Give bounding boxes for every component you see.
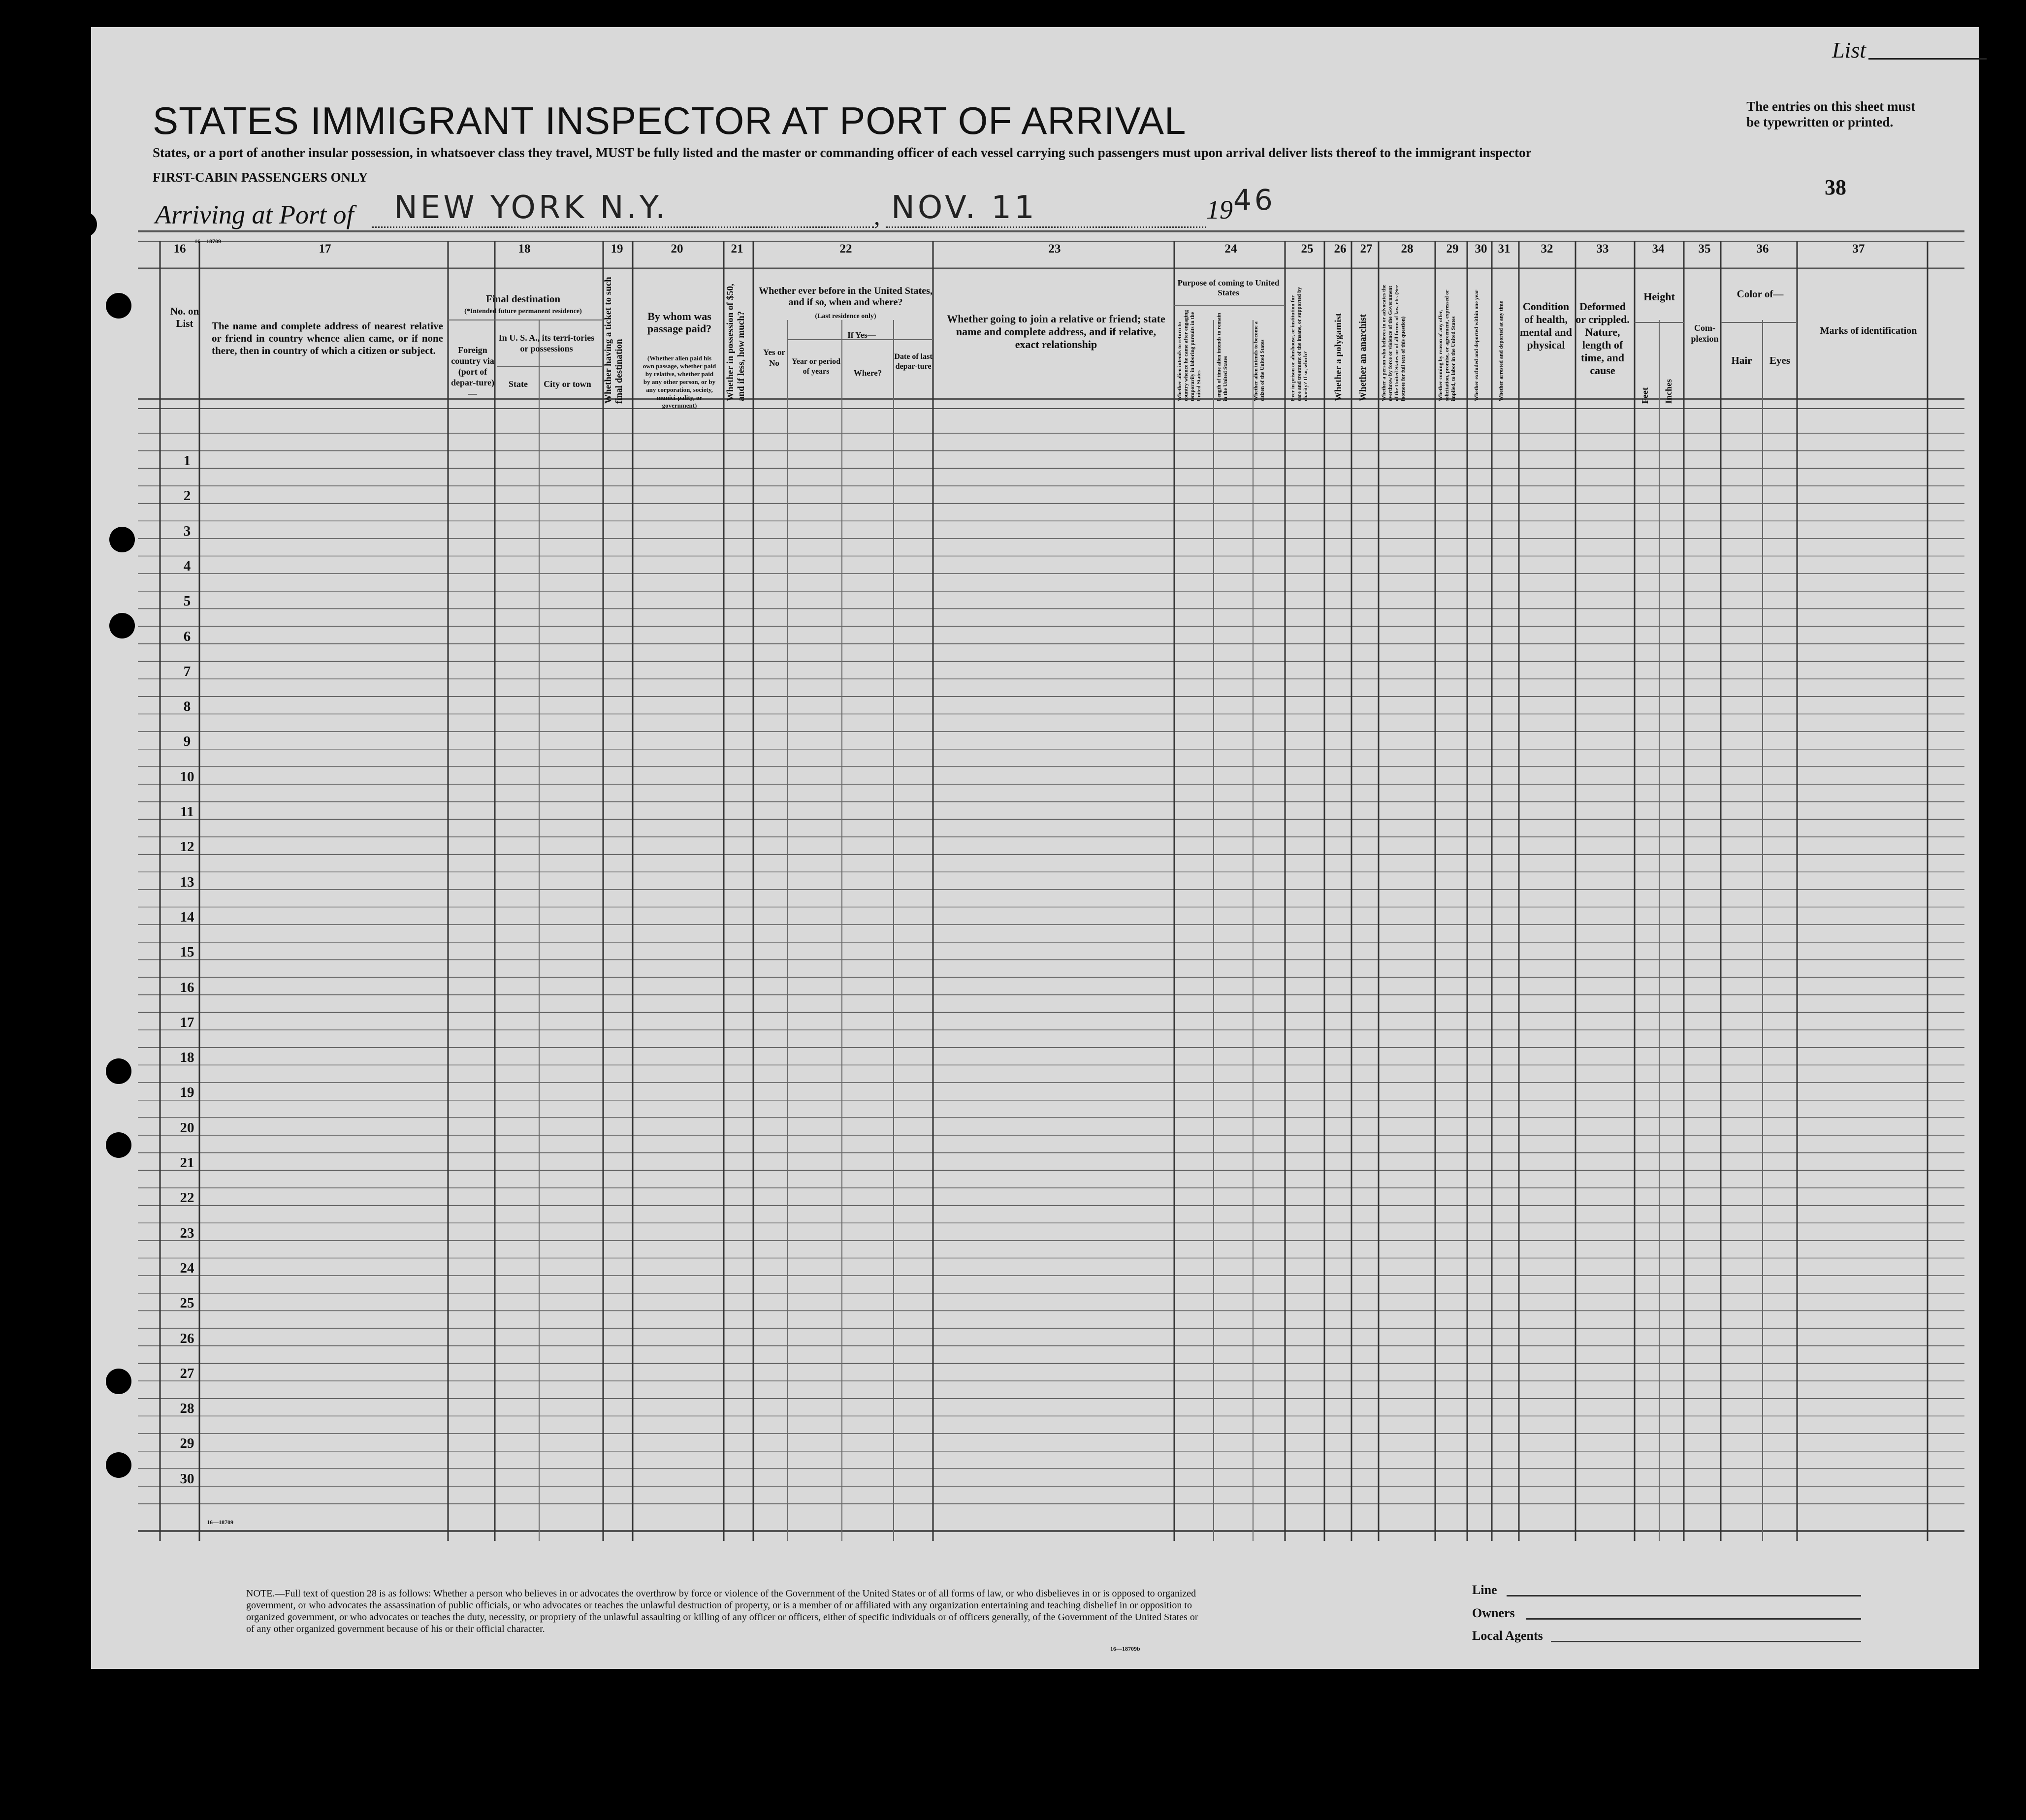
header-polygamist: Whether a polygamist xyxy=(1333,313,1344,401)
typewritten-note xyxy=(1746,98,1915,130)
line-label: Line xyxy=(1472,1583,1497,1597)
local-agents-field[interactable] xyxy=(1551,1641,1861,1642)
binder-hole xyxy=(106,293,131,319)
port-field-line xyxy=(372,226,874,228)
header-final-destination-note: (*Intended future permanent residence) xyxy=(464,308,582,315)
row-number: 13 xyxy=(180,874,194,890)
header-purpose-length: Length of time alien intends to remain in the United States xyxy=(1216,313,1228,401)
header-eyes: Eyes xyxy=(1769,354,1790,366)
column-number: 26 xyxy=(1334,242,1347,255)
typewritten-note-line1: The entries on this sheet must xyxy=(1746,99,1915,114)
arriving-label: Arriving at Port of xyxy=(155,200,354,229)
column-number: 34 xyxy=(1652,242,1665,255)
row-number: 9 xyxy=(183,734,191,750)
header-passage-paid: By whom was passage paid? xyxy=(647,310,712,335)
sheet-number: 38 xyxy=(1825,175,1846,199)
row-number: 20 xyxy=(180,1119,194,1136)
column-number: 19 xyxy=(611,242,623,255)
binder-hole xyxy=(106,1058,131,1084)
column-number: 22 xyxy=(839,242,852,255)
header-join-relative: Whether going to join a relative or friend; state name and complete address, and if relative, exact relationship xyxy=(947,313,1165,351)
column-number: 37 xyxy=(1852,242,1865,255)
binder-hole xyxy=(106,1369,131,1394)
header-height: Height xyxy=(1643,290,1675,303)
header-passage-note: (Whether alien paid his own passage, whether paid by relative, whether paid by any other person, or by any corporation, society, munici-pality, or government) xyxy=(643,354,716,409)
year-handwritten[interactable]: 46 xyxy=(1233,183,1276,217)
row-number: 14 xyxy=(180,909,194,925)
row-number: 5 xyxy=(183,593,191,609)
header-purpose-return: Whether alien intends to return to country whence he came after engaging temporarily in laboring pursuits in the United States xyxy=(1177,310,1202,401)
row-number: 15 xyxy=(180,944,194,960)
row-number: 7 xyxy=(183,663,191,679)
column-number: 31 xyxy=(1498,242,1511,255)
binder-hole xyxy=(109,613,135,639)
column-number: 20 xyxy=(671,242,683,255)
row-number: 24 xyxy=(180,1260,194,1276)
first-cabin-label: FIRST-CABIN PASSENGERS ONLY xyxy=(153,170,368,185)
binder-hole xyxy=(71,212,97,237)
list-label: List xyxy=(1832,37,1866,63)
column-number: 33 xyxy=(1596,242,1609,255)
column-number: 23 xyxy=(1048,242,1061,255)
row-number: 19 xyxy=(180,1085,194,1101)
row-number: 25 xyxy=(180,1295,194,1311)
row-number: 17 xyxy=(180,1014,194,1030)
comma-separator: , xyxy=(874,202,880,230)
header-marks: Marks of identification xyxy=(1820,325,1917,336)
header-fifty-dollars: Whether in possession of $50, and if less, how much? xyxy=(725,284,746,401)
row-number: 28 xyxy=(180,1401,194,1417)
form-subtitle: States, or a port of another insular possession, in whatsoever class they travel, MUST be fully listed and the master or commanding officer of each vessel carrying such passengers must upon arrival deliver lists thereof to the immigrant inspector xyxy=(153,145,1532,160)
header-complexion: Com-plexion xyxy=(1691,323,1719,344)
header-nearest-relative: The name and complete address of nearest relative or friend in country whence alien came, or if none there, then in country of which a citizen or subject. xyxy=(212,320,443,356)
column-number: 17 xyxy=(319,242,331,255)
row-number: 8 xyxy=(183,699,191,715)
header-arrested: Whether arrested and deported at any time xyxy=(1498,301,1504,401)
row-number: 3 xyxy=(183,523,191,539)
header-feet: Feet xyxy=(1640,387,1650,404)
header-if-yes: If Yes— xyxy=(847,330,876,340)
header-hair: Hair xyxy=(1731,354,1752,366)
row-number: 22 xyxy=(180,1190,194,1206)
column-number: 16 xyxy=(173,242,186,255)
header-deformed: Deformed or crippled. Nature, length of time, and cause xyxy=(1576,300,1630,377)
row-number: 12 xyxy=(180,839,194,855)
header-labor-offer: Whether coming by reason of any offer, solicitation, promise, or agreement, expressed or implied, to labor in the United States xyxy=(1438,289,1456,401)
column-number: 24 xyxy=(1224,242,1237,255)
header-anarchist: Whether an anarchist xyxy=(1358,314,1368,401)
header-health: Condition of health, mental and physical xyxy=(1520,300,1572,351)
row-number: 21 xyxy=(180,1155,194,1171)
form-title: STATES IMMIGRANT INSPECTOR AT PORT OF ARRIVAL xyxy=(153,99,1187,142)
row-number: 23 xyxy=(180,1225,194,1241)
form-code-bottom: 16—18709 xyxy=(207,1519,233,1526)
header-inches: Inches xyxy=(1664,379,1673,404)
row-number: 30 xyxy=(180,1470,194,1487)
row-number: 6 xyxy=(183,628,191,644)
row-number: 1 xyxy=(183,453,191,469)
binder-hole xyxy=(106,1132,131,1158)
header-last-residence: (Last residence only) xyxy=(815,313,876,320)
column-number: 29 xyxy=(1446,242,1459,255)
header-yes-no: Yes or No xyxy=(763,348,785,368)
row-number: 10 xyxy=(180,768,194,785)
row-number: 16 xyxy=(180,979,194,995)
binder-hole xyxy=(106,1452,131,1478)
line-field[interactable] xyxy=(1507,1595,1861,1596)
form-code-footer: 16—18709b xyxy=(1110,1645,1140,1652)
year-prefix: 19 xyxy=(1206,195,1233,224)
row-number: 29 xyxy=(180,1436,194,1452)
column-number: 18 xyxy=(518,242,531,255)
header-ticket: Whether having a ticket to such final destination xyxy=(603,277,624,404)
header-no-on-list: No. on List xyxy=(170,305,199,329)
column-number: 21 xyxy=(731,242,743,255)
typewritten-note-line2: be typewritten or printed. xyxy=(1746,115,1894,129)
footnote-question-28: NOTE.—Full text of question 28 is as follows: Whether a person who believes in or advocates the overthrow by force or violence of the Government of the United States or of all forms of law, or who disbelieves in or is opposed to organized government, or who advocates the assassination of public officials, or who advocates or teaches the unlawful destruction of property, or is a member of or affiliated with any organization entertaining and teaching disbelief in or opposition to organized government, or who advocates or teaches the duty, necessity, or propriety of the unlawful assaulting or killing of any officer or officers, either of specific individuals or of officers generally, of the Government of the United States or of any other organized government because of his or their official character. xyxy=(246,1588,1198,1634)
column-number: 28 xyxy=(1401,242,1414,255)
header-city-town: City or town xyxy=(544,379,591,389)
local-agents-label: Local Agents xyxy=(1472,1628,1543,1643)
owners-label: Owners xyxy=(1472,1606,1515,1620)
header-overthrow: Whether a person who believes in or advocates the overthrow by force or violence of the Government of the United States or of all forms of law, etc. (See footnote for full text of this question) xyxy=(1381,285,1406,401)
header-purpose: Purpose of coming to United States xyxy=(1177,278,1280,297)
column-number: 35 xyxy=(1698,242,1711,255)
header-purpose-citizen: Whether alien intends to become a citizen of the United States xyxy=(1253,321,1265,401)
row-number: 27 xyxy=(180,1365,194,1381)
date-field-line xyxy=(886,226,1206,228)
header-state: State xyxy=(509,379,528,389)
column-number: 27 xyxy=(1360,242,1373,255)
row-number: 4 xyxy=(183,558,191,574)
row-number: 18 xyxy=(180,1050,194,1066)
column-number: 32 xyxy=(1541,242,1553,255)
date-handwritten[interactable]: NOV. 11 xyxy=(891,190,1037,226)
list-number-field[interactable] xyxy=(1868,58,1987,60)
column-number: 30 xyxy=(1475,242,1487,255)
form-code-top: 16—18709 xyxy=(194,238,221,245)
header-color-of: Color of— xyxy=(1737,288,1784,300)
row-number: 2 xyxy=(183,488,191,504)
header-ever-before: Whether ever before in the United States, and if so, when and where? xyxy=(759,286,933,308)
header-final-destination: Final destination xyxy=(485,293,561,305)
header-usa-territories: In U. S. A., its terri-tories or possessions xyxy=(498,333,595,353)
header-foreign-country: Foreign country via (port of depar-ture)— xyxy=(451,345,494,398)
owners-field[interactable] xyxy=(1526,1618,1861,1620)
column-number: 36 xyxy=(1756,242,1769,255)
column-number: 25 xyxy=(1301,242,1314,255)
port-handwritten[interactable]: NEW YORK N.Y. xyxy=(394,190,669,226)
binder-hole xyxy=(109,527,135,552)
row-number: 11 xyxy=(180,804,194,820)
row-number: 26 xyxy=(180,1330,194,1346)
header-prison: Ever in prison or almshouse, or institution for care and treatment of the insane, or supported by charity? If so, which? xyxy=(1290,287,1309,401)
header-date-departure: Date of last depar-ture xyxy=(894,352,933,371)
header-excluded: Whether excluded and deported within one year xyxy=(1474,289,1479,401)
header-year-period: Year or period of years xyxy=(792,357,840,376)
header-where: Where? xyxy=(853,368,882,378)
